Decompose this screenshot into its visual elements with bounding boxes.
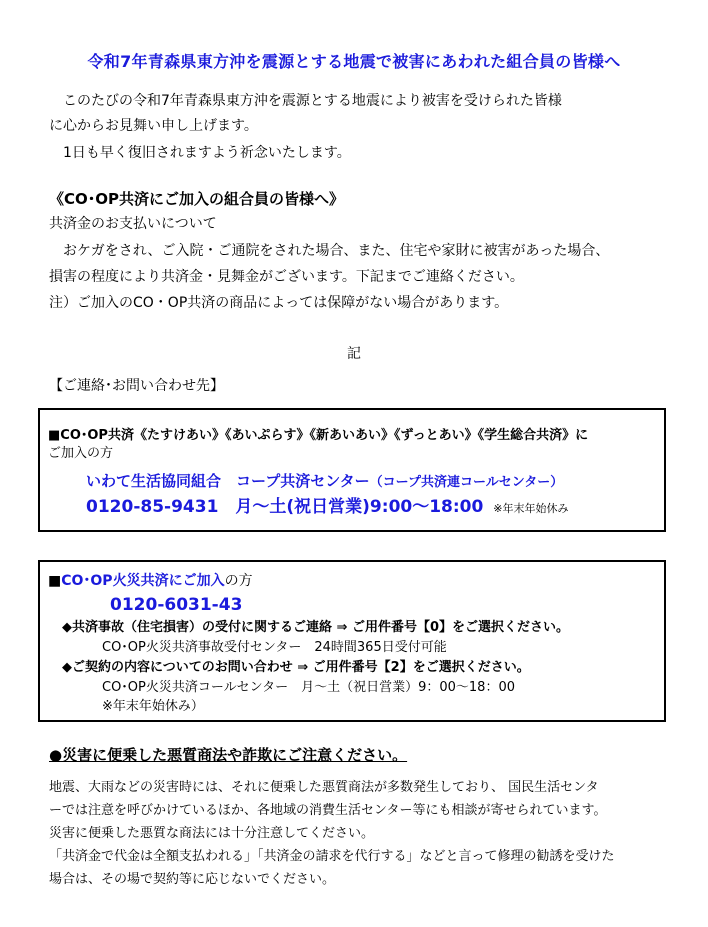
warning-line-1: 地震、大雨などの災害時には、それに便乗した悪質商法が多数発生しており、 国民生活センタ xyxy=(49,780,599,795)
coop-contact-box xyxy=(38,408,666,532)
warning-line-3: 災害に便乗した悪質な商法には十分注意してください。 xyxy=(49,826,375,841)
contact-heading: 【ご連絡･お問い合わせ先】 xyxy=(49,378,224,394)
box2-item-1: ◆共済事故（住宅損害）の受付に関するご連絡 ⇒ ご用件番号【0】をご選択ください。 xyxy=(62,620,569,635)
box1-phone-note: ※年末年始休み xyxy=(493,502,569,515)
coop-subheading: 共済金のお支払いについて xyxy=(49,216,217,232)
box2-heading xyxy=(48,572,253,590)
coop-heading: 《CO･OP共済にご加入の組合員の皆様へ》 xyxy=(49,190,345,208)
center-name: いわて生活協同組合 コープ共済センター xyxy=(86,472,370,490)
box2-item-2-note: ※年末年始休み） xyxy=(102,699,204,714)
box1-line-2: ご加入の方 xyxy=(48,446,114,461)
page-title: 令和7年青森県東方沖を震源とする地震で被害にあわれた組合員の皆様へ xyxy=(87,52,621,71)
intro-line-1: このたびの令和7年青森県東方沖を震源とする地震により被害を受けられた皆様 xyxy=(49,93,562,109)
box2-item-2: ◆ご契約の内容についてのお問い合わせ ⇒ ご用件番号【2】をご選択ください。 xyxy=(62,660,530,675)
box1-center-name xyxy=(86,473,563,491)
box2-item-2-sub: CO･OP火災共済コールセンター 月～土（祝日営業）9：00～18：00 xyxy=(102,680,515,695)
box1-phone-line xyxy=(86,497,568,519)
warning-line-5: 場合は、その場で契約等に応じないでください。 xyxy=(49,872,336,887)
box1-line-1: ■CO･OP共済《たすけあい》《あいぷらす》《新あいあい》《ずっとあい》《学生総合共済》に xyxy=(48,428,589,443)
warning-line-4: 「共済金で代金は全額支払われる」「共済金の請求を代行する」などと言って修理の勧誘を受けた xyxy=(49,849,615,864)
fire-contact-box xyxy=(38,560,666,722)
ki-mark: 記 xyxy=(347,346,361,362)
warning-heading: ●災害に便乗した悪質商法や詐欺にご注意ください。 xyxy=(49,746,408,764)
intro-line-3: 1日も早く復旧されますよう祈念いたします。 xyxy=(49,145,351,161)
box2-heading-prefix: ■ xyxy=(48,573,62,589)
box2-heading-suffix: の方 xyxy=(224,573,253,589)
box1-phone[interactable]: 0120-85-9431 月～土(祝日営業)9:00～18:00 xyxy=(86,497,484,517)
box2-phone[interactable]: 0120-6031-43 xyxy=(110,595,243,615)
coop-line-2: 損害の程度により共済金・見舞金がございます。下記までご連絡ください。 xyxy=(49,269,524,285)
intro-line-2: に心からお見舞い申し上げます。 xyxy=(49,118,258,134)
box2-heading-blue: CO･OP火災共済にご加入 xyxy=(61,573,225,589)
box2-item-1-sub: CO･OP火災共済事故受付センター 24時間365日受付可能 xyxy=(102,640,447,655)
warning-line-2: ーでは注意を呼びかけているほか、各地域の消費生活センター等にも相談が寄せられています。 xyxy=(49,803,607,818)
center-sub: （コープ共済連コールセンター） xyxy=(369,475,564,490)
coop-note: 注）ご加入のCO・OP共済の商品によっては保障がない場合があります。 xyxy=(49,295,509,311)
coop-line-1: おケガをされ、ご入院・ご通院をされた場合、また、住宅や家財に被害があった場合、 xyxy=(49,243,610,259)
